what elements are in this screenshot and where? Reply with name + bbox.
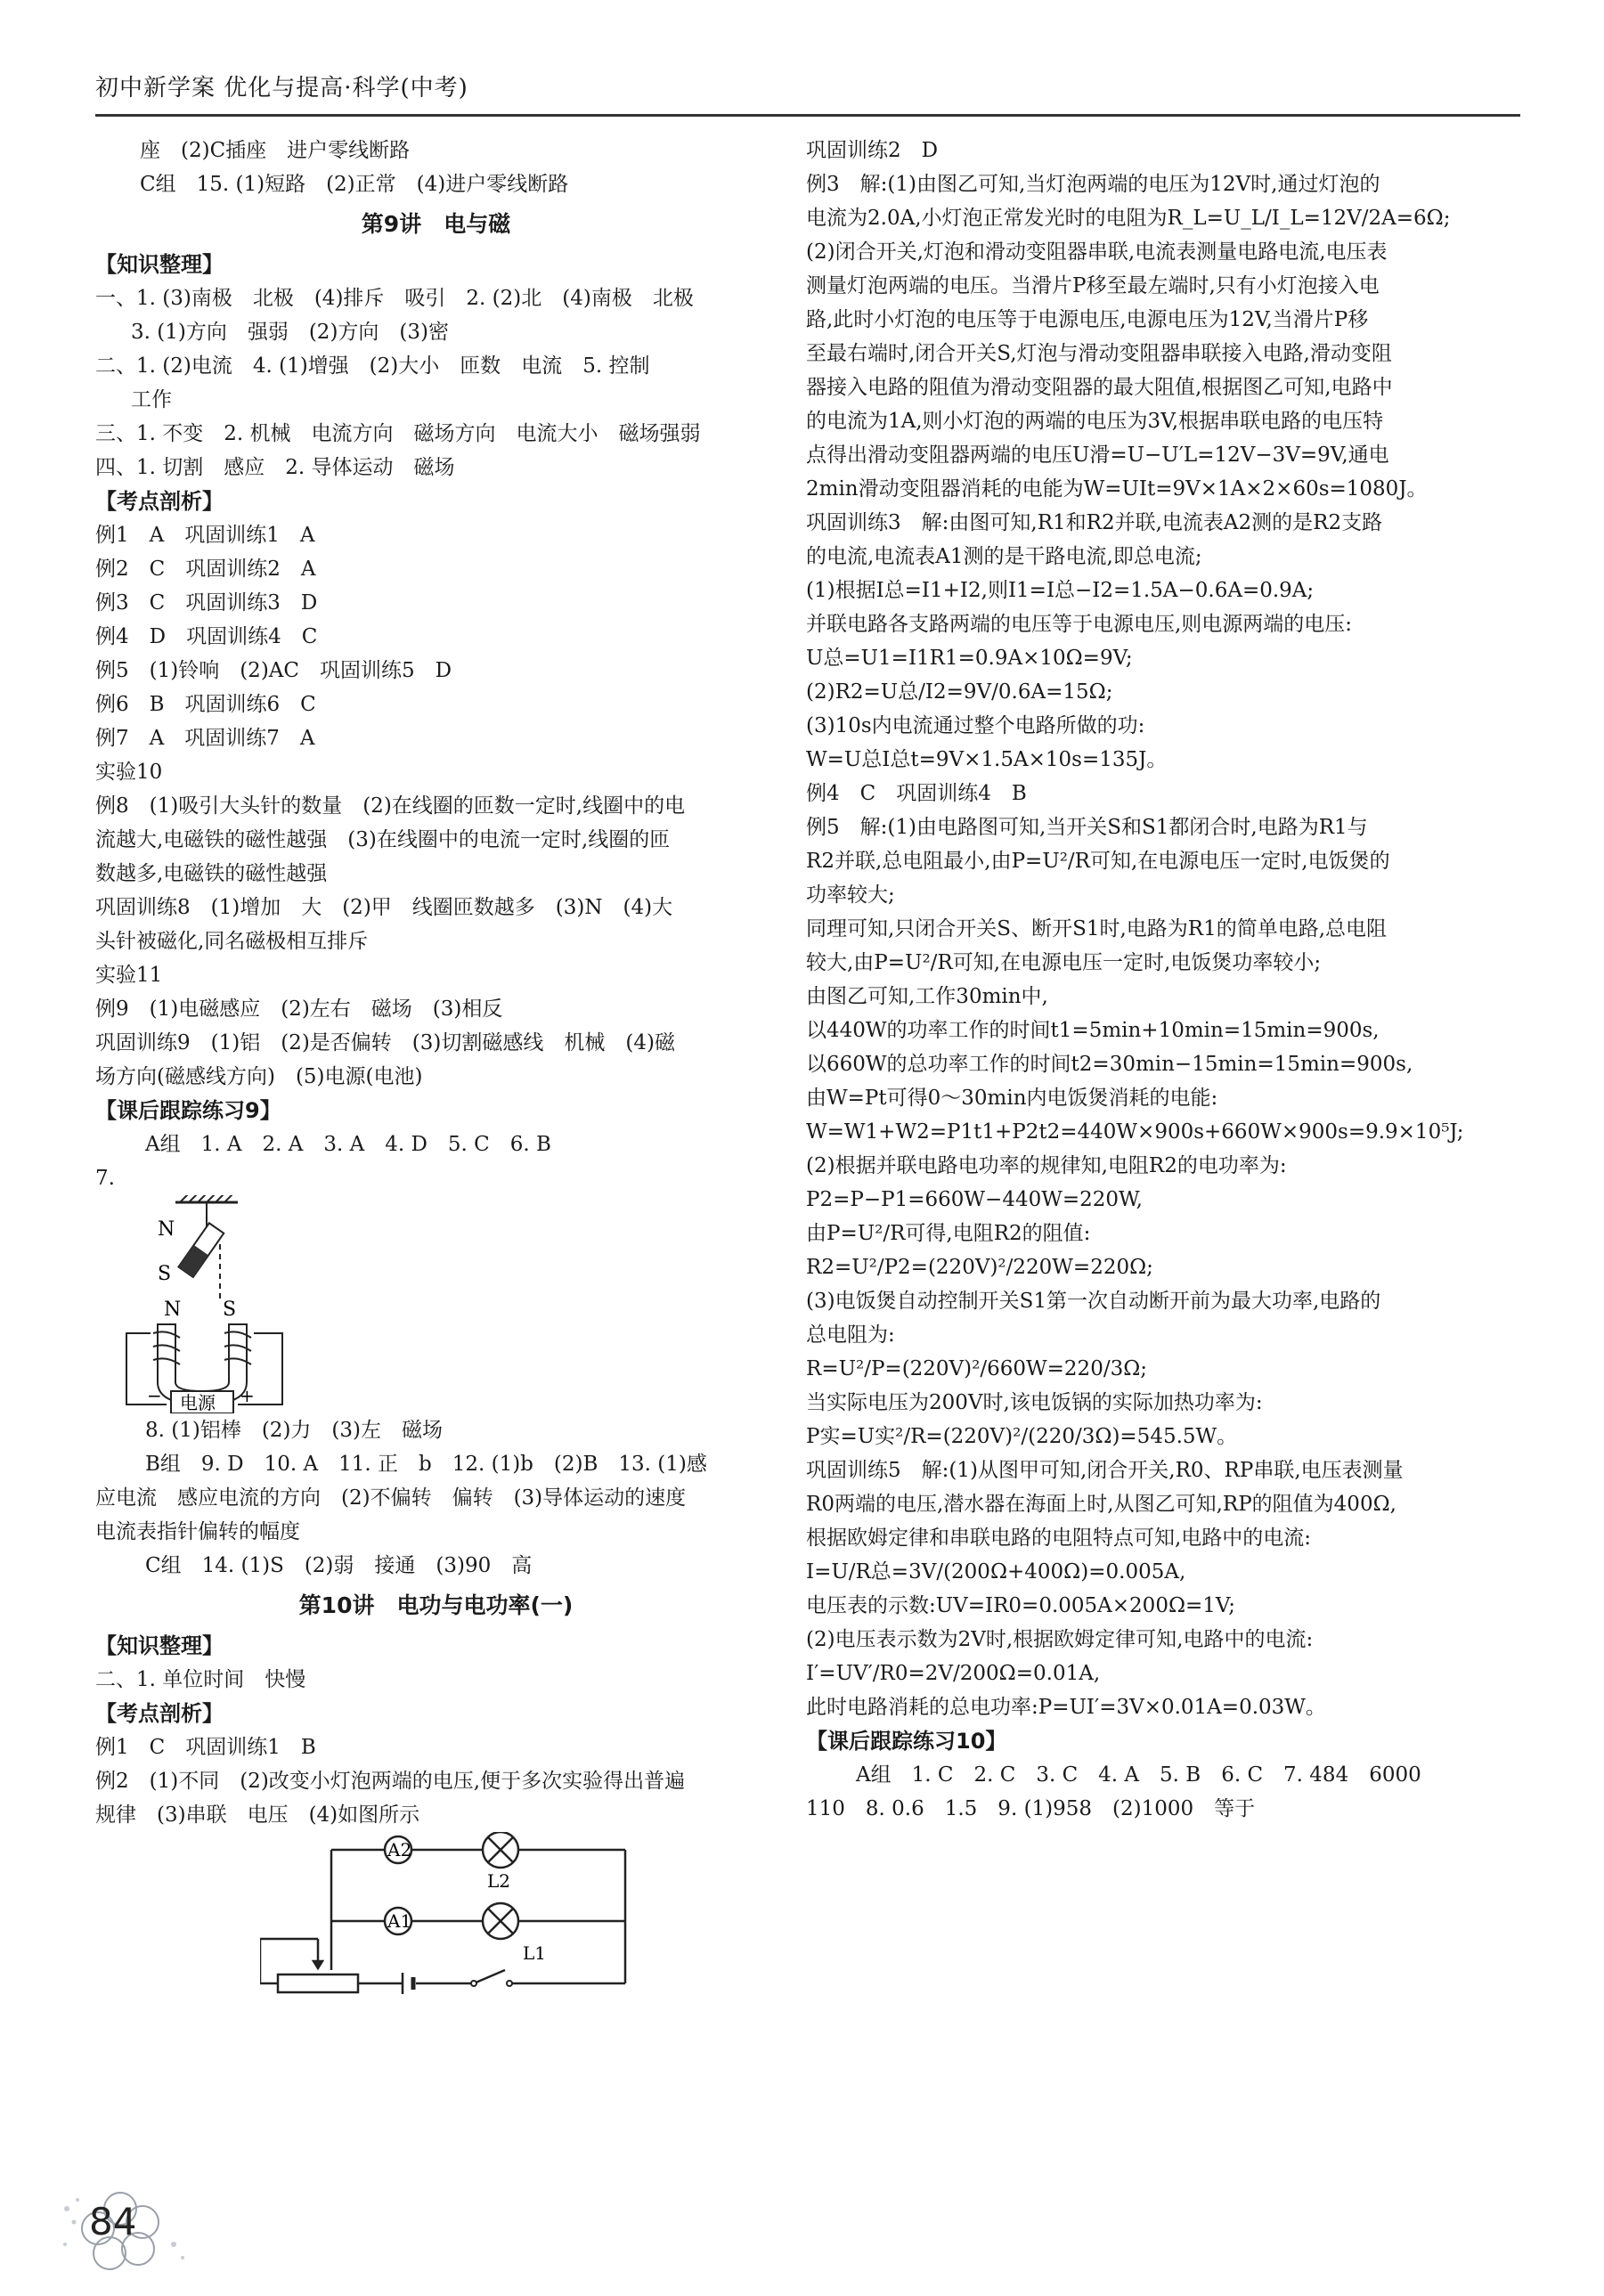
- minus-label: −: [147, 1385, 162, 1406]
- plus-label: +: [240, 1385, 255, 1406]
- text-line: 以660W的总功率工作的时间t2=30min−15min=15min=900s,: [806, 1053, 1413, 1076]
- text-line: 场方向(磁感线方向) (5)电源(电池): [95, 1065, 423, 1088]
- text-line: C组 15. (1)短路 (2)正常 (4)进户零线断路: [140, 173, 569, 196]
- text-line: 例1 C 巩固训练1 B: [95, 1736, 316, 1759]
- text-line: 总电阻为:: [806, 1323, 895, 1347]
- lecture-title: 第10讲 电功与电功率(一): [298, 1592, 574, 1618]
- text-line: I′=UV′/R0=2V/200Ω=0.01A,: [806, 1662, 1101, 1685]
- text-line: 同理可知,只闭合开关S、断开S1时,电路为R1的简单电路,总电阻: [806, 917, 1388, 940]
- right-column: [806, 134, 1485, 1826]
- text-line: (1)根据I总=I1+I2,则I1=I总−I2=1.5A−0.6A=0.9A;: [806, 579, 1315, 602]
- text-line: R0两端的电压,潜水器在海面上时,从图乙可知,RP的阻值为400Ω,: [806, 1493, 1396, 1516]
- page-number: 84: [89, 2200, 137, 2243]
- text-line: 以440W的功率工作的时间t1=5min+10min=15min=900s,: [806, 1019, 1380, 1042]
- text-line: 例4 D 巩固训练4 C: [95, 625, 318, 648]
- text-line: 规律 (3)串联 电压 (4)如图所示: [95, 1803, 420, 1827]
- text-line: 例3 解:(1)由图乙可知,当灯泡两端的电压为12V时,通过灯泡的: [806, 173, 1380, 196]
- text-line: P2=P−P1=660W−440W=220W,: [806, 1188, 1143, 1211]
- text-line: 测量灯泡两端的电压。当滑片P移至最左端时,只有小灯泡接入电: [806, 274, 1380, 297]
- circuit-svg: [260, 1832, 759, 2010]
- text-line: 巩固训练5 解:(1)从图甲可知,闭合开关,R0、RP串联,电压表测量: [806, 1459, 1404, 1482]
- text-line: 110 8. 0.6 1.5 9. (1)958 (2)1000 等于: [806, 1797, 1256, 1820]
- text-line: A组 1. C 2. C 3. C 4. A 5. B 6. C 7. 484 6000: [856, 1763, 1421, 1787]
- text-line: (2)电压表示数为2V时,根据欧姆定律可知,电路中的电流:: [806, 1628, 1314, 1651]
- text-line: (3)10s内电流通过整个电路所做的功:: [806, 714, 1145, 737]
- text-line: R=U²/P=(220V)²/660W=220/3Ω;: [806, 1357, 1148, 1380]
- lecture-title: 第9讲 电与磁: [361, 211, 511, 237]
- text-line: 电流为2.0A,小灯泡正常发光时的电阻为R_L=U_L/I_L=12V/2A=6Ω;: [806, 207, 1451, 230]
- u-magnet-n-label: N: [164, 1299, 182, 1321]
- text-line: (2)闭合开关,灯泡和滑动变阻器串联,电流表测量电路电流,电压表: [806, 240, 1388, 264]
- text-line: 器接入电路的阻值为滑动变阻器的最大阻值,根据图乙可知,电路中: [806, 376, 1393, 399]
- text-line: 并联电路各支路两端的电压等于电源电压,则电源两端的电压:: [806, 613, 1353, 636]
- text-line: 例5 (1)铃响 (2)AC 巩固训练5 D: [95, 659, 452, 682]
- text-line: 路,此时小灯泡的电压等于电源电压,电源电压为12V,当滑片P移: [806, 308, 1369, 331]
- text-line: 电流表指针偏转的幅度: [95, 1520, 300, 1543]
- ammeter-a2-label: A2: [387, 1839, 412, 1860]
- text-line: 应电流 感应电流的方向 (2)不偏转 偏转 (3)导体运动的速度: [95, 1486, 687, 1510]
- text-line: 点得出滑动变阻器两端的电压U滑=U−U′L=12V−3V=9V,通电: [806, 444, 1389, 467]
- text-line: R2并联,总电阻最小,由P=U²/R可知,在电源电压一定时,电饭煲的: [806, 850, 1390, 873]
- text-line: B组 9. D 10. A 11. 正 b 12. (1)b (2)B 13. (1)感: [145, 1453, 707, 1476]
- text-line: 2min滑动变阻器消耗的电能为W=UIt=9V×1A×2×60s=1080J。: [806, 477, 1428, 501]
- text-line: (3)电饭煲自动控制开关S1第一次自动断开前为最大功率,电路的: [806, 1290, 1381, 1313]
- text-line: 7.: [95, 1167, 115, 1190]
- lamp-l1-label: L1: [523, 1942, 547, 1964]
- text-line: 由图乙可知,工作30min中,: [806, 985, 1048, 1008]
- text-line: 例4 C 巩固训练4 B: [806, 782, 1027, 805]
- u-magnet-s-label: S: [223, 1299, 237, 1321]
- text-line: 8. (1)铝棒 (2)力 (3)左 磁场: [145, 1419, 443, 1442]
- text-line: 实验10: [95, 761, 163, 784]
- text-line: 的电流,电流表A1测的是干路电流,即总电流;: [806, 545, 1202, 568]
- text-line: 例2 C 巩固训练2 A: [95, 558, 316, 581]
- text-line: 功率较大;: [806, 883, 895, 907]
- text-line: 例3 C 巩固训练3 D: [95, 591, 318, 615]
- text-line: 例1 A 巩固训练1 A: [95, 524, 315, 547]
- text-line: 流越大,电磁铁的磁性越强 (3)在线圈中的电流一定时,线圈的匝: [95, 828, 671, 851]
- magnet-n-label: N: [158, 1218, 175, 1241]
- text-line: 头针被磁化,同名磁极相互排斥: [95, 930, 369, 953]
- text-line: 巩固训练3 解:由图可知,R1和R2并联,电流表A2测的是R2支路: [806, 511, 1383, 534]
- text-line: U总=U1=I1R1=0.9A×10Ω=9V;: [806, 647, 1133, 670]
- header-rule: [95, 114, 1520, 117]
- section-heading: 【知识整理】: [95, 252, 224, 277]
- text-line: 巩固训练8 (1)增加 大 (2)甲 线圈匝数越多 (3)N (4)大: [95, 896, 673, 919]
- section-heading: 【课后跟踪练习10】: [806, 1729, 1007, 1754]
- text-line: 工作: [131, 388, 172, 411]
- text-line: 至最右端时,闭合开关S,灯泡与滑动变阻器串联接入电路,滑动变阻: [806, 342, 1392, 365]
- section-heading: 【考点剖析】: [95, 489, 224, 514]
- text-line: A组 1. A 2. A 3. A 4. D 5. C 6. B: [145, 1133, 551, 1156]
- text-line: 座 (2)C插座 进户零线断路: [140, 139, 411, 162]
- text-line: 3. (1)方向 强弱 (2)方向 (3)密: [131, 321, 449, 344]
- text-line: 根据欧姆定律和串联电路的电阻特点可知,电路中的电流:: [806, 1527, 1312, 1550]
- text-line: 二、1. (2)电流 4. (1)增强 (2)大小 匝数 电流 5. 控制: [95, 354, 650, 378]
- magnet-s-label: S: [158, 1263, 172, 1285]
- text-line: C组 14. (1)S (2)弱 接通 (3)90 高: [145, 1554, 533, 1577]
- text-line: 由P=U²/R可得,电阻R2的阻值:: [806, 1222, 1091, 1245]
- text-line: 例5 解:(1)由电路图可知,当开关S和S1都闭合时,电路为R1与: [806, 816, 1368, 839]
- text-line: 巩固训练9 (1)铝 (2)是否偏转 (3)切割磁感线 机械 (4)磁: [95, 1031, 675, 1054]
- text-line: W=U总I总t=9V×1.5A×10s=135J。: [806, 748, 1168, 771]
- section-heading: 【考点剖析】: [95, 1701, 224, 1726]
- text-line: 例6 B 巩固训练6 C: [95, 693, 316, 716]
- text-line: 电压表的示数:UV=IR0=0.005A×200Ω=1V;: [806, 1594, 1235, 1617]
- text-line: 一、1. (3)南极 北极 (4)排斥 吸引 2. (2)北 (4)南极 北极: [95, 287, 694, 310]
- text-line: 的电流为1A,则小灯泡的两端的电压为3V,根据串联电路的电压特: [806, 410, 1384, 433]
- running-header: 初中新学案 优化与提高·科学(中考): [95, 75, 468, 102]
- text-line: R2=U²/P2=(220V)²/220W=220Ω;: [806, 1256, 1153, 1279]
- section-heading: 【知识整理】: [95, 1633, 224, 1658]
- text-line: 三、1. 不变 2. 机械 电流方向 磁场方向 电流大小 磁场强弱: [95, 422, 701, 445]
- text-line: 数越多,电磁铁的磁性越强: [95, 862, 328, 885]
- text-line: 实验11: [95, 964, 163, 987]
- text-line: (2)R2=U总/I2=9V/0.6A=15Ω;: [806, 680, 1113, 704]
- figure-7-electromagnet: [95, 1195, 777, 1413]
- text-line: 此时电路消耗的总电功率:P=UI′=3V×0.01A=0.03W。: [806, 1696, 1326, 1719]
- text-line: 例8 (1)吸引大头针的数量 (2)在线圈的匝数一定时,线圈中的电: [95, 794, 686, 818]
- text-line: P实=U实²/R=(220V)²/(220/3Ω)=545.5W。: [806, 1425, 1238, 1448]
- text-line: 由W=Pt可得0～30min内电饭煲消耗的电能:: [806, 1087, 1218, 1110]
- text-line: 例9 (1)电磁感应 (2)左右 磁场 (3)相反: [95, 997, 503, 1021]
- text-line: 二、1. 单位时间 快慢: [95, 1668, 306, 1691]
- power-source-label: 电源: [180, 1392, 216, 1413]
- figure-7-svg: [95, 1195, 469, 1413]
- text-line: 四、1. 切割 感应 2. 导体运动 磁场: [95, 456, 455, 479]
- text-line: I=U/R总=3V/(200Ω+400Ω)=0.005A,: [806, 1560, 1186, 1584]
- text-line: 较大,由P=U²/R可知,在电源电压一定时,电饭煲功率较小;: [806, 951, 1322, 974]
- text-line: 巩固训练2 D: [806, 139, 939, 162]
- text-line: (2)根据并联电路电功率的规律知,电阻R2的电功率为:: [806, 1154, 1287, 1177]
- text-line: W=W1+W2=P1t1+P2t2=440W×900s+660W×900s=9.9×10⁵J;: [806, 1120, 1464, 1144]
- figure-circuit-diagram: [95, 1832, 777, 2010]
- text-line: 当实际电压为200V时,该电饭锅的实际加热功率为:: [806, 1391, 1263, 1414]
- section-heading: 【课后跟踪练习9】: [95, 1098, 281, 1123]
- ammeter-a1-label: A1: [387, 1910, 412, 1932]
- left-column: [95, 134, 777, 2010]
- lamp-l2-label: L2: [487, 1870, 511, 1892]
- text-line: 例7 A 巩固训练7 A: [95, 727, 315, 750]
- text-line: 例2 (1)不同 (2)改变小灯泡两端的电压,便于多次实验得出普遍: [95, 1770, 686, 1793]
